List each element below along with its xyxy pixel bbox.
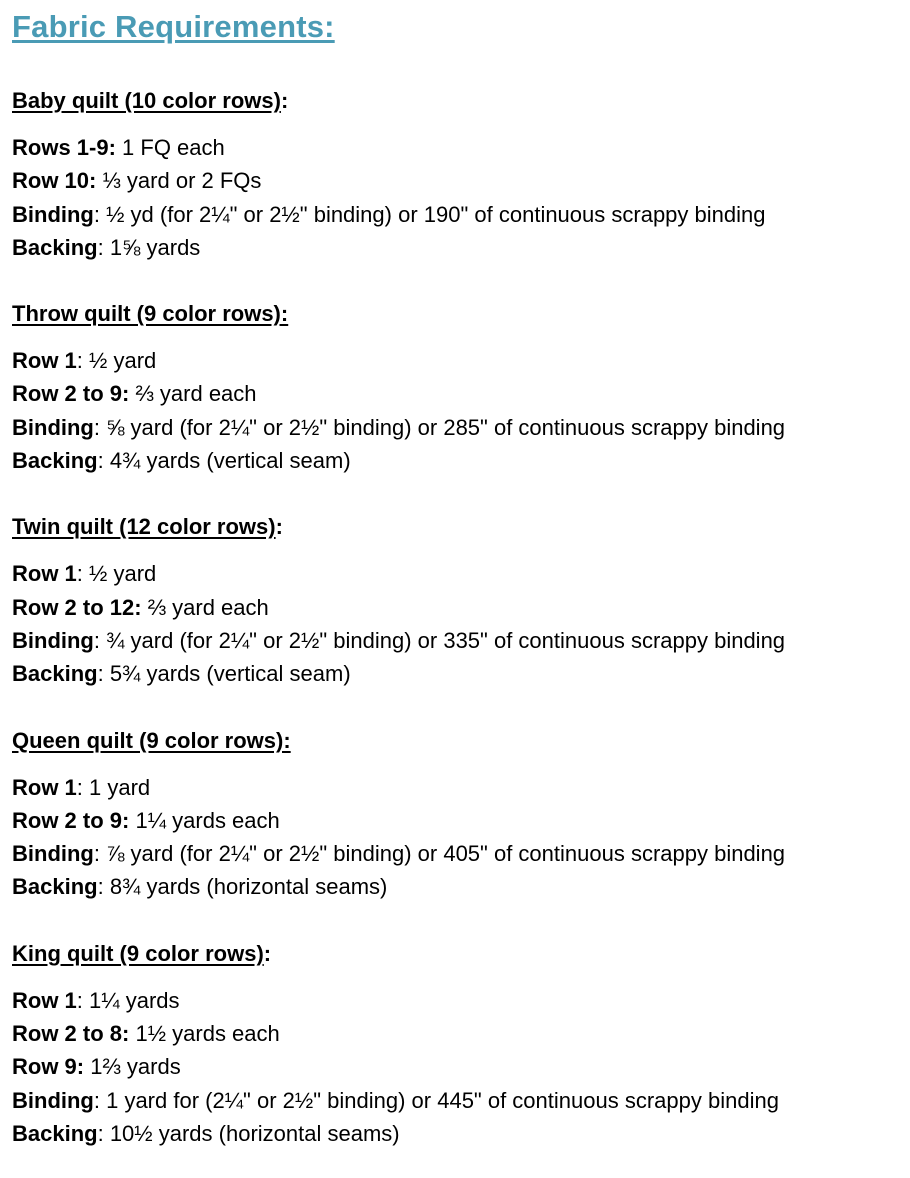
requirement-value: : ½ yard bbox=[76, 561, 157, 587]
requirement-label: Backing bbox=[12, 448, 98, 474]
requirement-label: Row 2 to 9: bbox=[12, 381, 130, 407]
requirement-value: ⅔ yard each bbox=[141, 594, 269, 620]
requirement-label: Backing bbox=[12, 1120, 98, 1146]
requirement-label: Row 1 bbox=[12, 987, 77, 1013]
requirement-value: : ½ yd (for 2¼" or 2½" binding) or 190" of continuous scrappy binding bbox=[93, 201, 766, 227]
section-heading bbox=[12, 725, 898, 757]
section-heading bbox=[12, 938, 898, 970]
section-heading-text: Twin quilt (12 color rows) bbox=[12, 514, 276, 540]
requirement-line bbox=[12, 164, 898, 197]
section-heading-text: Throw quilt (9 color rows): bbox=[12, 301, 289, 327]
requirement-label: Row 2 to 8: bbox=[12, 1021, 130, 1047]
requirement-value: 1½ yards each bbox=[129, 1021, 280, 1047]
section-queen-quilt bbox=[12, 725, 898, 904]
requirement-value: 1 FQ each bbox=[115, 135, 225, 160]
requirement-line bbox=[12, 557, 898, 590]
section-heading-text: Baby quilt (10 color rows) bbox=[12, 88, 281, 113]
section-heading-suffix: : bbox=[280, 88, 289, 113]
requirement-value: : ¾ yard (for 2¼" or 2½" binding) or 335" of continuous scrappy binding bbox=[93, 627, 786, 653]
requirement-line bbox=[12, 231, 898, 264]
requirement-line bbox=[12, 1117, 898, 1150]
requirement-value: ⅔ yard each bbox=[129, 381, 257, 407]
requirement-line bbox=[12, 657, 898, 690]
requirement-line bbox=[12, 344, 898, 377]
page-title: Fabric Requirements: bbox=[12, 9, 335, 44]
requirement-value: ⅓ yard or 2 FQs bbox=[96, 168, 262, 194]
requirement-line bbox=[12, 1017, 898, 1050]
requirement-line bbox=[12, 984, 898, 1017]
requirement-value: 1¼ yards each bbox=[129, 807, 280, 833]
requirement-value: : 1⅝ yards bbox=[97, 234, 201, 260]
requirement-line bbox=[12, 624, 898, 657]
requirement-value: : 4¾ yards (vertical seam) bbox=[97, 448, 351, 474]
requirement-label: Binding bbox=[12, 1087, 94, 1113]
section-heading bbox=[12, 298, 898, 330]
requirement-label: Row 9: bbox=[12, 1054, 85, 1080]
requirement-line bbox=[12, 870, 898, 903]
requirement-line bbox=[12, 1050, 898, 1083]
requirement-label: Backing bbox=[12, 234, 98, 260]
requirement-label: Backing bbox=[12, 874, 98, 900]
requirement-value: : 10½ yards (horizontal seams) bbox=[97, 1120, 400, 1146]
section-throw-quilt bbox=[12, 298, 898, 477]
requirement-value: : 5¾ yards (vertical seam) bbox=[97, 661, 351, 687]
requirement-label: Binding bbox=[12, 414, 94, 440]
requirement-value: : 1 yard for (2¼" or 2½" binding) or 445" of continuous scrappy binding bbox=[93, 1087, 779, 1113]
requirement-label: Binding bbox=[12, 627, 94, 653]
section-king-quilt bbox=[12, 938, 898, 1150]
requirement-label: Binding bbox=[12, 841, 94, 867]
requirement-label: Row 2 to 9: bbox=[12, 807, 130, 833]
requirement-label: Row 1 bbox=[12, 774, 77, 800]
requirement-line bbox=[12, 837, 898, 870]
requirement-label: Rows 1-9: bbox=[12, 135, 116, 160]
requirement-line bbox=[12, 804, 898, 837]
requirement-label: Row 2 to 12: bbox=[12, 594, 142, 620]
section-heading bbox=[12, 85, 898, 117]
requirement-line bbox=[12, 131, 898, 164]
section-heading-text: King quilt (9 color rows) bbox=[12, 940, 264, 966]
requirement-label: Binding bbox=[12, 201, 94, 227]
requirement-line bbox=[12, 377, 898, 410]
requirement-value: : ⅞ yard (for 2¼" or 2½" binding) or 405" of continuous scrappy binding bbox=[93, 841, 786, 867]
requirement-line bbox=[12, 1084, 898, 1117]
section-heading-suffix: : bbox=[275, 514, 283, 540]
requirement-label: Row 10: bbox=[12, 168, 97, 194]
requirement-label: Backing bbox=[12, 661, 98, 687]
requirement-value: : 8¾ yards (horizontal seams) bbox=[97, 874, 388, 900]
section-baby-quilt bbox=[12, 85, 898, 264]
section-heading-suffix: : bbox=[263, 940, 272, 966]
requirement-line bbox=[12, 411, 898, 444]
requirement-line bbox=[12, 771, 898, 804]
requirement-line bbox=[12, 591, 898, 624]
requirement-label: Row 1 bbox=[12, 561, 77, 587]
requirement-value: : 1¼ yards bbox=[76, 987, 180, 1013]
requirement-label: Row 1 bbox=[12, 348, 77, 374]
section-heading-text: Queen quilt (9 color rows): bbox=[12, 727, 291, 753]
requirement-value: : 1 yard bbox=[76, 774, 151, 800]
section-heading bbox=[12, 511, 898, 543]
requirement-line bbox=[12, 444, 898, 477]
requirement-line bbox=[12, 198, 898, 231]
section-twin-quilt bbox=[12, 511, 898, 690]
requirement-value: 1⅔ yards bbox=[84, 1054, 181, 1080]
requirement-value: : ½ yard bbox=[76, 348, 157, 374]
requirement-value: : ⅝ yard (for 2¼" or 2½" binding) or 285" of continuous scrappy binding bbox=[93, 414, 786, 440]
